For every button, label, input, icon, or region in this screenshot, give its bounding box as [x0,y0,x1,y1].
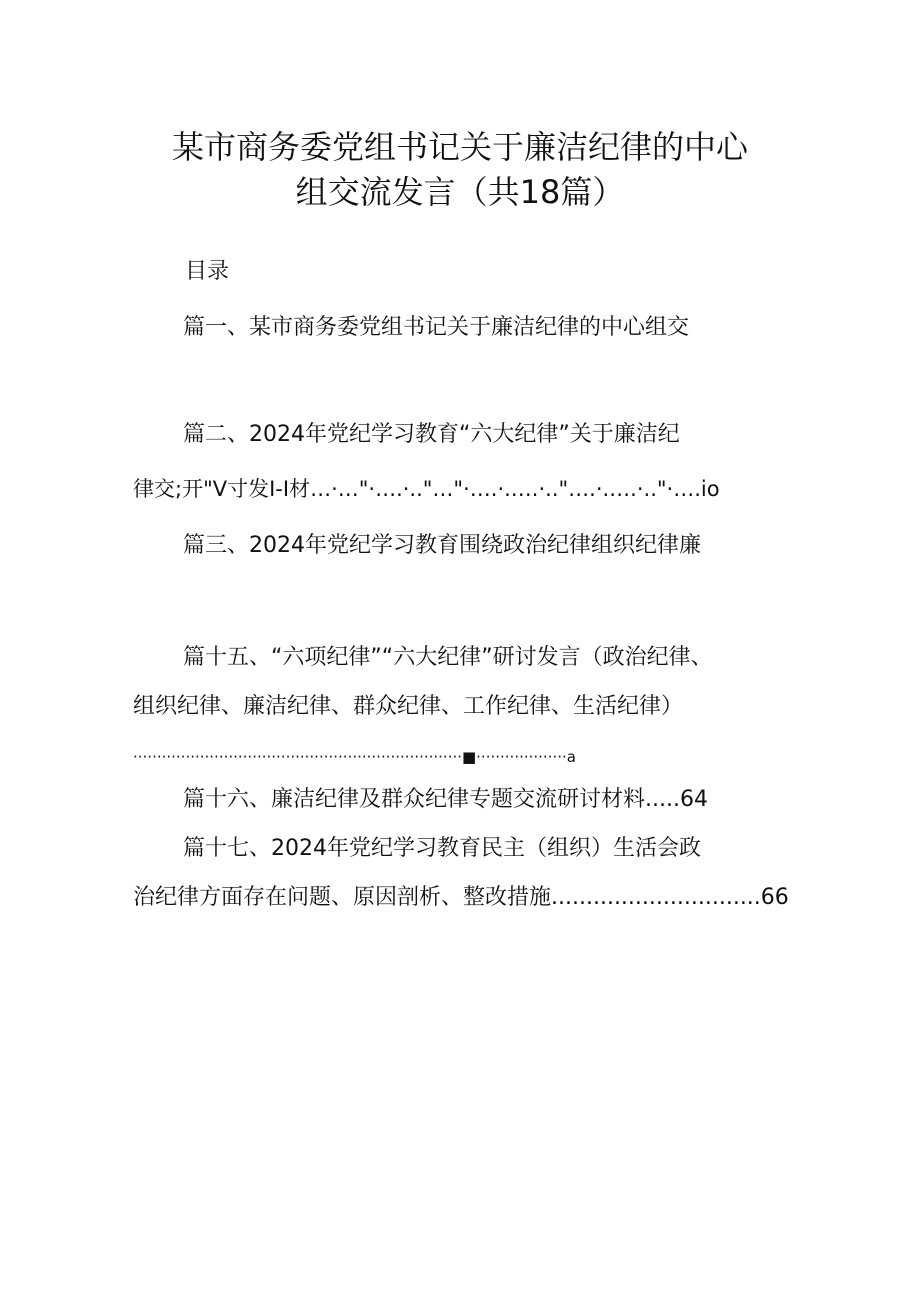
toc-entry-16: 篇十六、廉洁纪律及群众纪律专题交流研讨材料.....64 [183,787,708,812]
toc-entry-15-line-1: 篇十五、“六项纪律”“六大纪律”研讨发言（政治纪律、 [183,645,713,670]
toc-heading: 目录 [185,259,230,284]
document-title-line-1: 某市商务委党组书记关于廉洁纪律的中心 [171,128,748,166]
toc-entry-15-leader-dots: ·····································································■···················a [133,748,576,766]
toc-entry-1: 篇一、某市商务委党组书记关于廉洁纪律的中心组交 [183,315,690,340]
toc-entry-15-line-2: 组织纪律、廉洁纪律、群众纪律、工作纪律、生活纪律） [133,694,684,719]
toc-entry-17-line-2: 治纪律方面存在问题、原因剖析、整改措施..............................66 [133,885,789,910]
toc-entry-2-line-2: 律交;开"V寸发I-I材…·…"·….·.."…"·….·.….·.."….·.….·.."·….io [133,477,720,501]
toc-entry-3: 篇三、2024年党纪学习教育围绕政治纪律组织纪律廉 [183,533,701,558]
toc-entry-17-line-1: 篇十七、2024年党纪学习教育民主（组织）生活会政 [183,836,701,861]
document-title-line-2: 组交流发言（共18篇） [295,173,625,211]
toc-entry-2-line-1: 篇二、2024年党纪学习教育“六大纪律”关于廉洁纪 [183,422,680,447]
